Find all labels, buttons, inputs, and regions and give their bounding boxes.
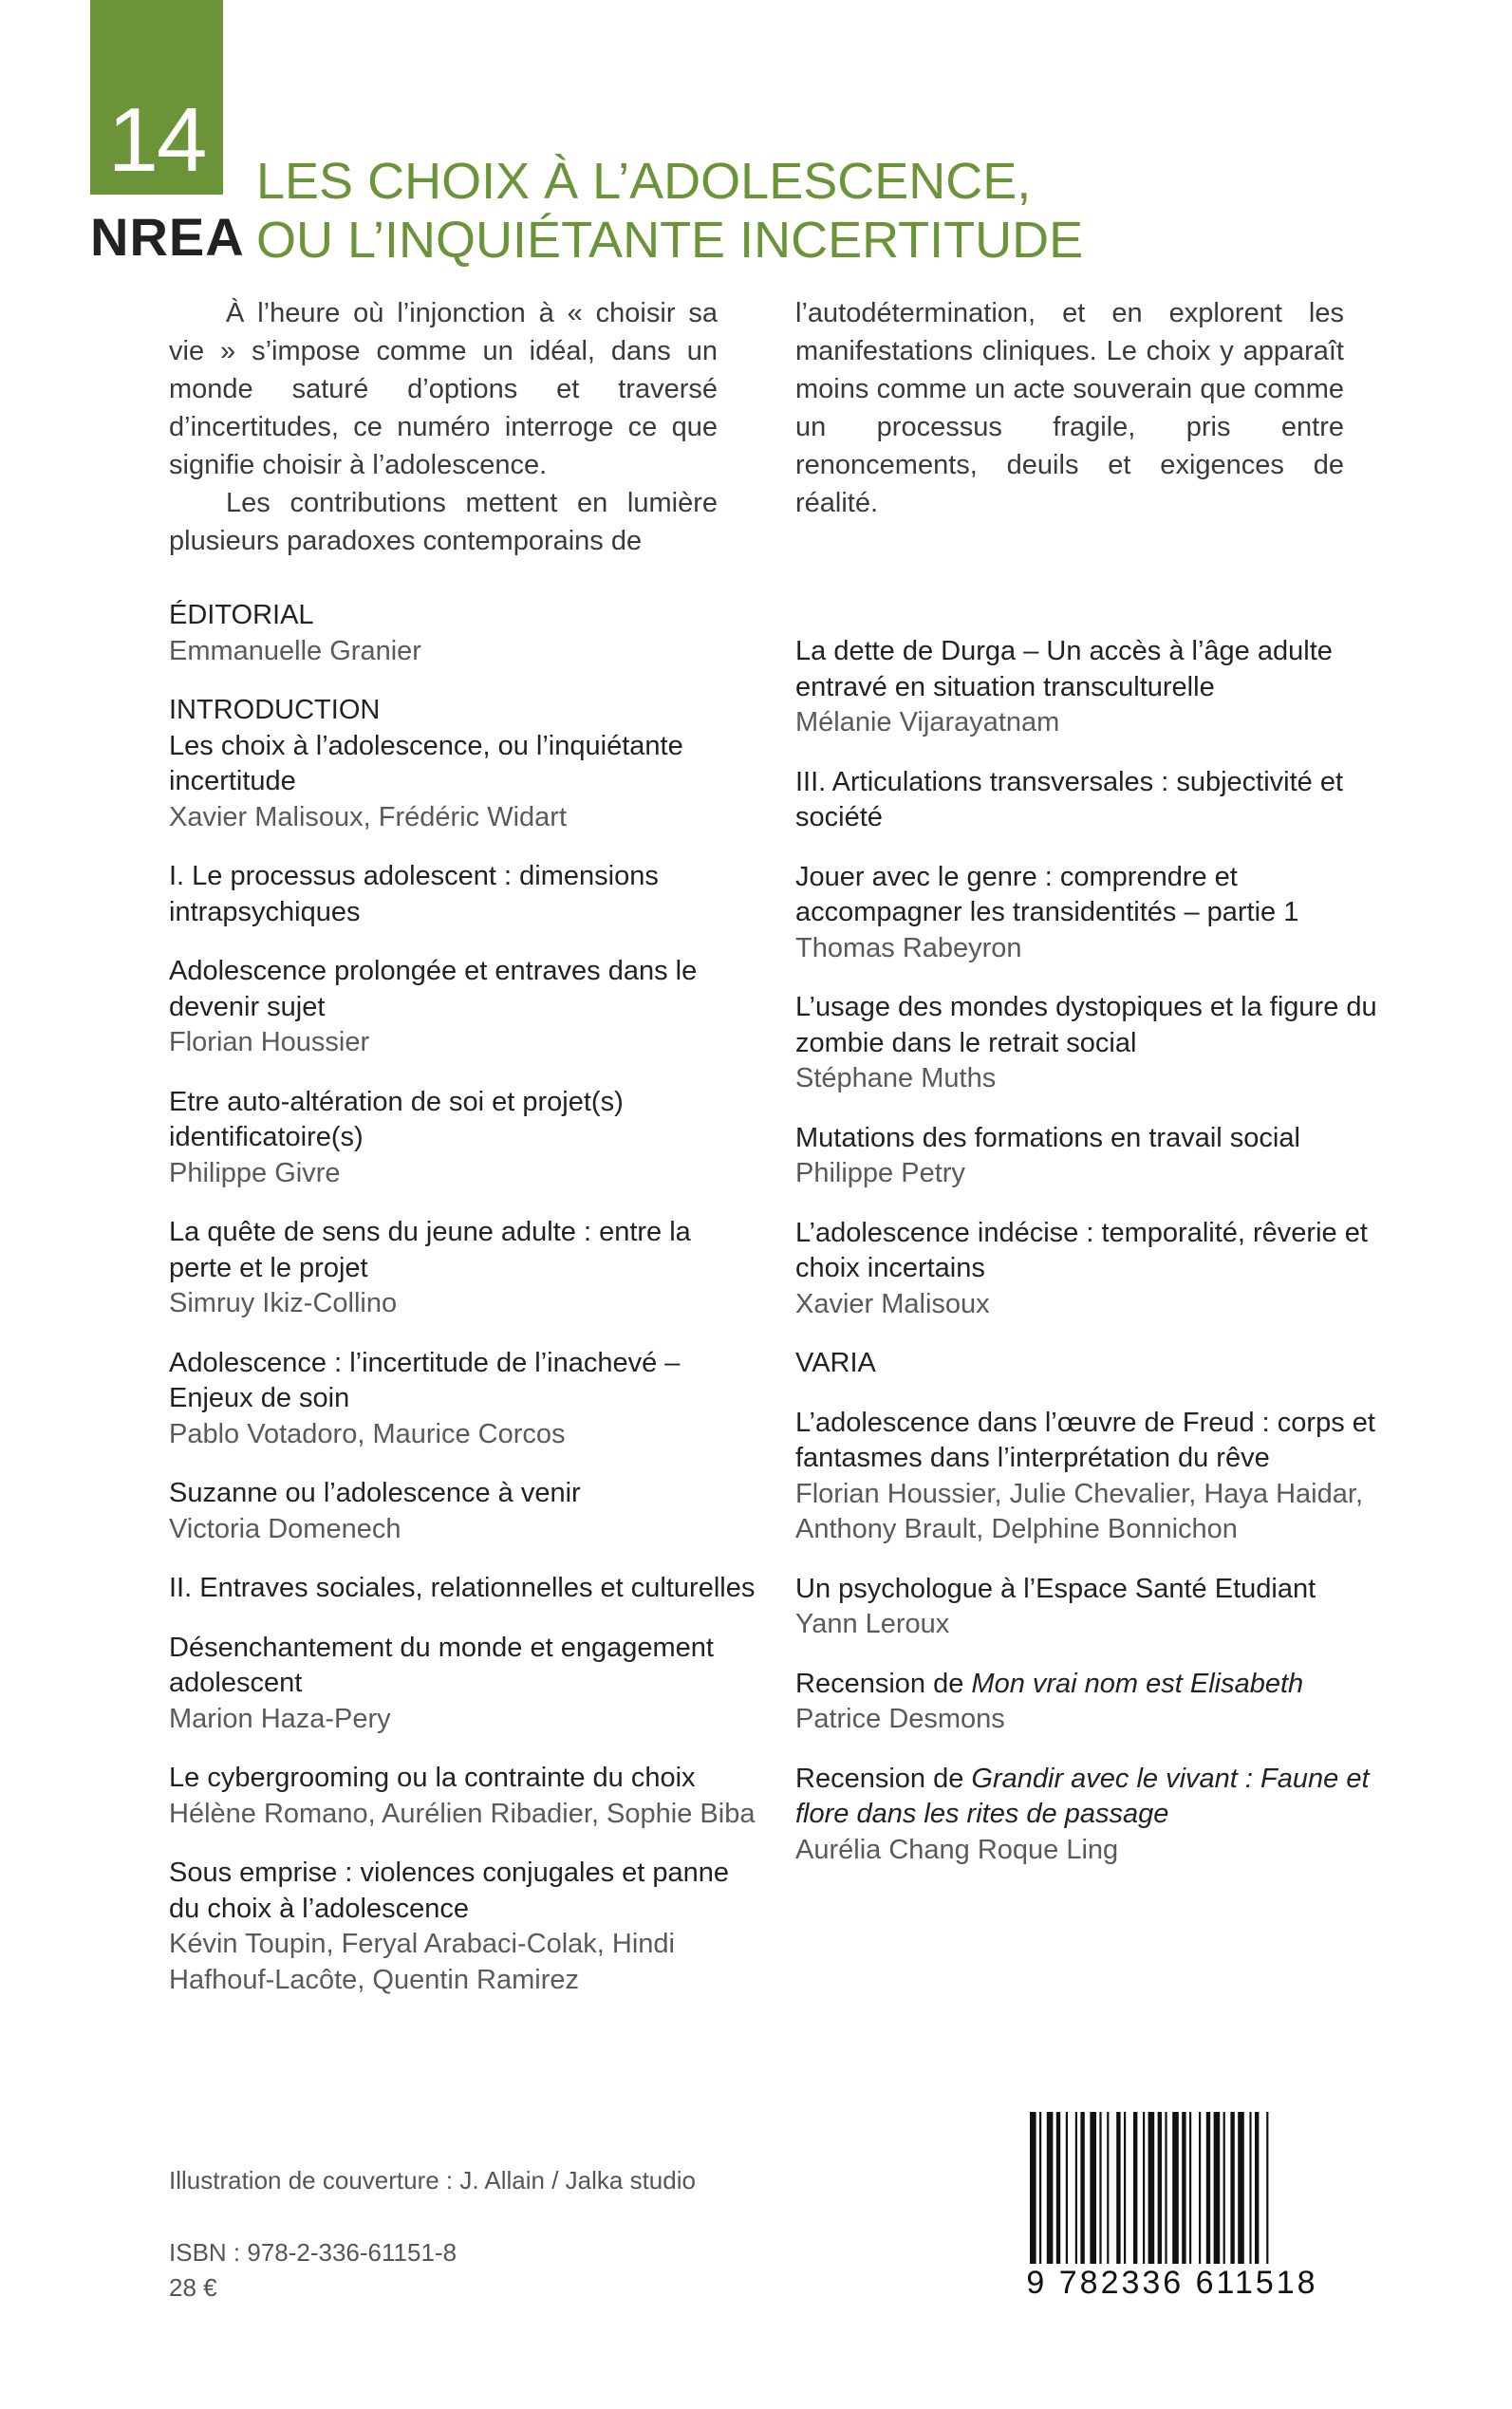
toc-entry-title: L’adolescence dans l’œuvre de Freud : corps et fantasmes dans l’interprétation du rêve xyxy=(795,1407,1375,1473)
toc-entry xyxy=(169,859,757,930)
toc-entry-title: La quête de sens du jeune adulte : entre la perte et le projet xyxy=(169,1217,691,1283)
toc-entry-title: Désenchantement du monde et engagement adolescent xyxy=(169,1632,714,1698)
cover-illustration-credit: Illustration de couverture : J. Allain / Jalka studio xyxy=(169,2166,696,2194)
toc-entry-author: Xavier Malisoux xyxy=(795,1288,990,1319)
intro-right-column xyxy=(795,294,1344,522)
toc-entry-title: ÉDITORIAL xyxy=(169,600,314,630)
toc-entry-author: Kévin Toupin, Feryal Arabaci-Colak, Hindi Hafhouf-Lacôte, Quentin Ramirez xyxy=(169,1929,676,1995)
title-line-2: OU L’INQUIÉTANTE INCERTITUDE xyxy=(256,212,1084,269)
toc-entry xyxy=(169,1346,757,1453)
isbn-block xyxy=(169,2235,457,2306)
toc-entry xyxy=(169,1476,757,1547)
barcode-digits: 9 782336 611518 xyxy=(1026,2265,1318,2301)
toc-entry-author: Simruy Ikiz-Collino xyxy=(169,1288,398,1318)
intro-left-column xyxy=(169,294,718,560)
table-of-contents-left xyxy=(169,598,757,2022)
toc-entry xyxy=(169,1085,757,1192)
toc-entry xyxy=(169,1571,757,1607)
toc-entry-author: Philippe Givre xyxy=(169,1157,341,1188)
toc-entry-author: Mélanie Vijarayatnam xyxy=(795,707,1060,738)
toc-entry xyxy=(169,598,757,669)
toc-entry-subtitle: Les choix à l’adolescence, ou l’inquiétante incertitude xyxy=(169,730,683,796)
toc-entry xyxy=(169,954,757,1061)
toc-entry-title-prefix: Recension de xyxy=(795,1763,972,1794)
toc-entry-title: L’adolescence indécise : temporalité, rêverie et choix incertains xyxy=(795,1217,1368,1283)
journal-name: NREA xyxy=(90,207,245,267)
toc-entry xyxy=(795,990,1384,1097)
toc-entry-author: Marion Haza-Pery xyxy=(169,1703,391,1734)
issue-number: 14 xyxy=(107,89,206,191)
toc-entry-author: Hélène Romano, Aurélien Ribadier, Sophie Biba xyxy=(169,1798,756,1829)
toc-entry-author: Emmanuelle Granier xyxy=(169,635,421,666)
toc-entry-title: La dette de Durga – Un accès à l’âge adulte entravé en situation transculturelle xyxy=(795,636,1333,702)
toc-entry xyxy=(169,1761,757,1832)
toc-entry xyxy=(795,1667,1384,1738)
toc-entry-title-prefix: Recension de xyxy=(795,1668,972,1699)
toc-entry xyxy=(169,1215,757,1322)
toc-entry-title: Jouer avec le genre : comprendre et accompagner les transidentités – partie 1 xyxy=(795,861,1299,927)
toc-entry-author: Yann Leroux xyxy=(795,1609,950,1639)
price: 28 € xyxy=(169,2273,217,2302)
toc-entry xyxy=(795,1346,1384,1382)
toc-entry-title: Mutations des formations en travail social xyxy=(795,1122,1300,1153)
toc-entry-title: VARIA xyxy=(795,1348,876,1378)
toc-entry-author: Stéphane Muths xyxy=(795,1063,997,1093)
toc-entry-author: Pablo Votadoro, Maurice Corcos xyxy=(169,1418,566,1449)
intro-paragraph-2-start: Les contributions mettent en lumière plusieurs paradoxes contemporains de xyxy=(169,488,718,556)
toc-entry xyxy=(795,1762,1384,1869)
toc-entry xyxy=(795,1406,1384,1548)
toc-entry xyxy=(169,693,757,835)
toc-entry-author: Florian Houssier, Julie Chevalier, Haya Haidar, Anthony Brault, Delphine Bonnichon xyxy=(795,1478,1363,1544)
toc-entry-author: Philippe Petry xyxy=(795,1158,965,1188)
toc-entry-title-italic: Mon vrai nom est Elisabeth xyxy=(971,1668,1304,1699)
toc-entry-author: Thomas Rabeyron xyxy=(795,932,1022,963)
toc-entry-author: Xavier Malisoux, Frédéric Widart xyxy=(169,801,567,832)
isbn: ISBN : 978-2-336-61151-8 xyxy=(169,2238,457,2267)
intro-paragraph-1: À l’heure où l’injonction à « choisir sa vie » s’impose comme un idéal, dans un monde saturé d’options et traversé d’incertitudes, ce numéro interroge ce que signifie choisir à l’adolescence. xyxy=(169,298,718,480)
toc-entry-title: III. Articulations transversales : subjectivité et société xyxy=(795,766,1344,832)
intro-paragraph-2-end: l’autodétermination, et en explorent les manifestations cliniques. Le choix y apparaît moins comme un acte souverain que comme un processus fragile, pris entre renoncements, deuils et exigences de réalité. xyxy=(795,298,1344,518)
toc-entry-title: Un psychologue à l’Espace Santé Etudiant xyxy=(795,1573,1316,1604)
toc-entry xyxy=(169,1631,757,1738)
toc-entry xyxy=(795,634,1384,741)
toc-entry xyxy=(795,860,1384,967)
toc-entry-title: II. Entraves sociales, relationnelles et culturelles xyxy=(169,1573,756,1603)
toc-entry xyxy=(169,1856,757,1998)
toc-entry xyxy=(795,765,1384,836)
toc-entry-author: Patrice Desmons xyxy=(795,1704,1005,1734)
toc-entry-author: Aurélia Chang Roque Ling xyxy=(795,1834,1119,1865)
toc-entry-title: Suzanne ou l’adolescence à venir xyxy=(169,1478,581,1508)
toc-entry-title: Le cybergrooming ou la contrainte du choix xyxy=(169,1763,696,1793)
toc-entry-title: INTRODUCTION xyxy=(169,695,381,725)
toc-entry-title xyxy=(795,1667,1384,1703)
title-line-1: LES CHOIX À L’ADOLESCENCE, xyxy=(256,153,1032,210)
toc-entry-title: Etre auto-altération de soi et projet(s) identificatoire(s) xyxy=(169,1086,624,1152)
cover-title xyxy=(256,152,1083,270)
table-of-contents-right xyxy=(795,634,1384,1892)
toc-entry xyxy=(795,1121,1384,1192)
toc-entry-author: Victoria Domenech xyxy=(169,1513,401,1544)
toc-entry-title: Adolescence : l’incertitude de l’inachevé – Enjeux de soin xyxy=(169,1347,681,1413)
toc-entry-title-italic: Grandir avec le vivant : Faune et flore dans les rites de passage xyxy=(795,1763,1370,1829)
toc-entry-title: Sous emprise : violences conjugales et panne du choix à l’adolescence xyxy=(169,1858,730,1924)
toc-entry-title: Adolescence prolongée et entraves dans le devenir sujet xyxy=(169,956,698,1022)
toc-entry-author: Florian Houssier xyxy=(169,1027,370,1057)
toc-entry-title xyxy=(795,1762,1384,1833)
toc-entry xyxy=(795,1572,1384,1643)
toc-entry xyxy=(795,1216,1384,1323)
toc-entry-title: I. Le processus adolescent : dimensions intrapsychiques xyxy=(169,861,659,927)
toc-entry-title: L’usage des mondes dystopiques et la figure du zombie dans le retrait social xyxy=(795,992,1377,1058)
